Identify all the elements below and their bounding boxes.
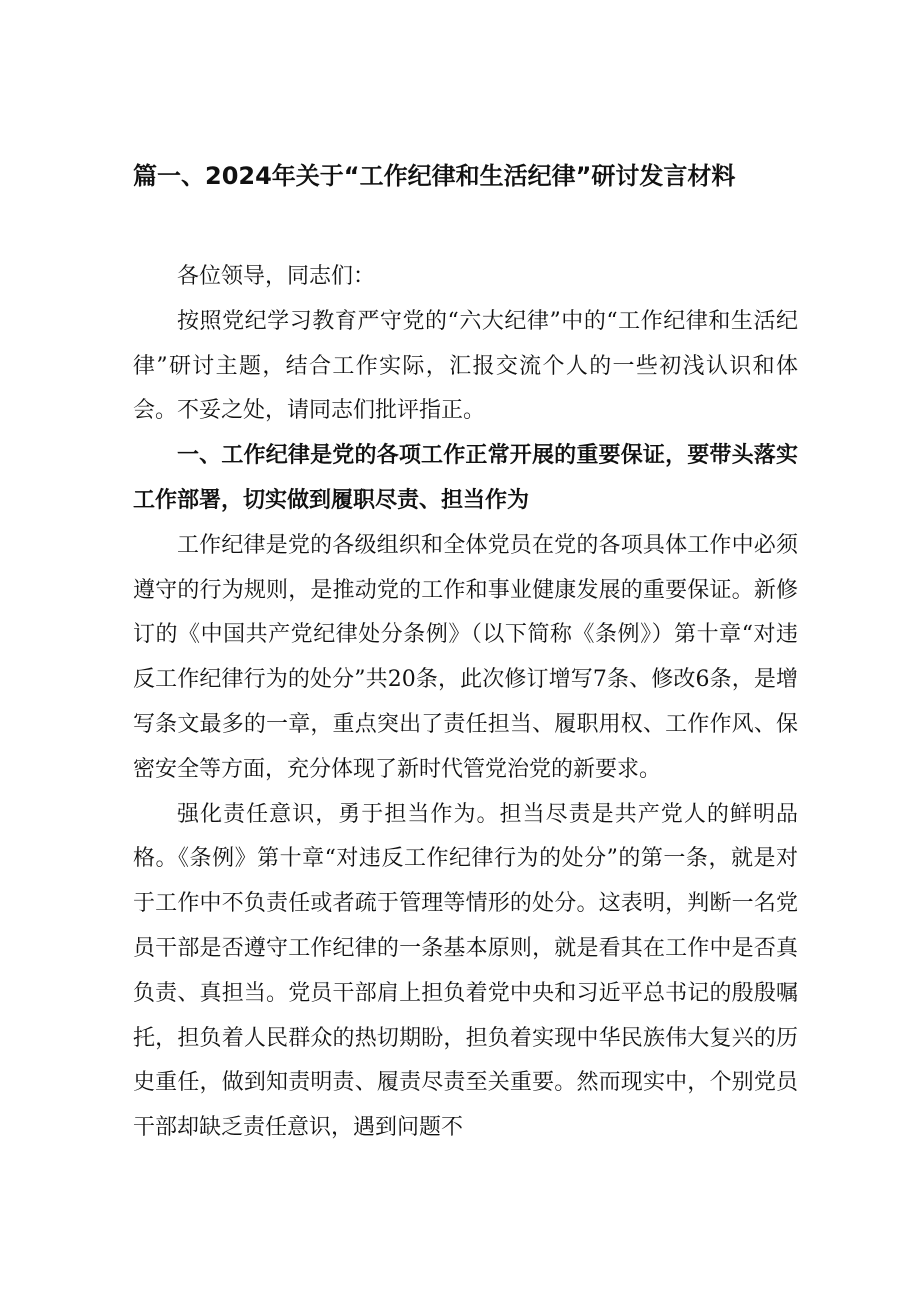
document-title: 篇一、2024年关于“工作纪律和生活纪律”研讨发言材料 [133, 162, 736, 190]
greeting: 各位领导，同志们： [177, 264, 376, 289]
document-body [133, 255, 798, 1151]
section-paragraph: 强化责任意识，勇于担当作为。担当尽责是共产党人的鲜明品格。《条例》第十章“对违反工作纪律行为的处分”的第一条，就是对于工作中不负责任或者疏于管理等情形的处分。这表明，判断一名党员干部是否遵守工作纪律的一条基本原则，就是看其在工作中是否真负责、真担当。党员干部肩上担负着党中央和习近平总书记的殷殷嘱托，担负着人民群众的热切期盼，担负着实现中华民族伟大复兴的历史重任，做到知责明责、履责尽责至关重要。然而现实中，个别党员干部却缺乏责任意识，遇到问题不 [133, 801, 798, 1141]
section-heading: 一、工作纪律是党的各项工作正常开展的重要保证，要带头落实工作部署，切实做到履职尽责、担当作为 [133, 443, 798, 513]
intro-paragraph: 按照党纪学习教育严守党的“六大纪律”中的“工作纪律和生活纪律”研讨主题，结合工作实际，汇报交流个人的一些初浅认识和体会。不妥之处，请同志们批评指正。 [133, 308, 798, 424]
section-paragraph: 工作纪律是党的各级组织和全体党员在党的各项具体工作中必须遵守的行为规则，是推动党的工作和事业健康发展的重要保证。新修订的《中国共产党纪律处分条例》（以下简称《条例》）第十章“对违反工作纪律行为的处分”共20条，此次修订增写7条、修改6条，是增写条文最多的一章，重点突出了责任担当、履职用权、工作作风、保密安全等方面，充分体现了新时代管党治党的新要求。 [133, 532, 798, 782]
